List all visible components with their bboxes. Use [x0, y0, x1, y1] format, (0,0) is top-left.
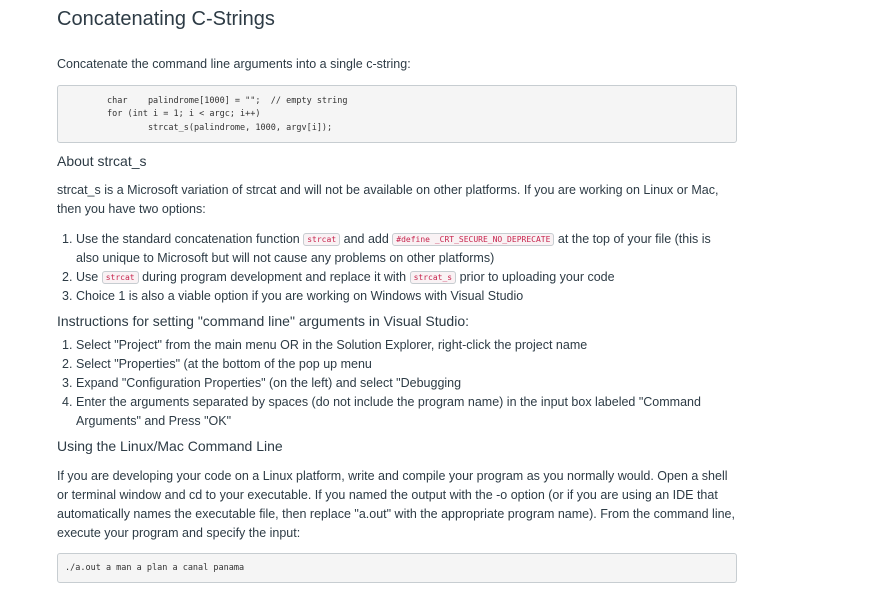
- linux-paragraph: If you are developing your code on a Linux platform, write and compile your program as you normally would. Open a shell or terminal window and cd to your executable. If you named the output with the -o option (or if you are using an IDE that automatically names the executable file, then replace "a.out" with the appropriate program name). From the command line, execute your program and specify the input:: [57, 469, 735, 540]
- list-item: 4. Enter the arguments separated by spaces (do not include the program name) in the input box labeled "Command Arguments" and Press "OK": [62, 395, 701, 428]
- code-block-run: [57, 553, 737, 583]
- list-item: 3. Choice 1 is also a viable option if you are working on Windows with Visual Studio: [62, 289, 524, 303]
- code-line: char palindrome[1000] = ""; // empty string: [107, 96, 348, 106]
- intro-text: Concatenate the command line arguments into a single c-string:: [57, 57, 411, 71]
- linux-heading: Using the Linux/Mac Command Line: [57, 438, 283, 454]
- code-line: ./a.out a man a plan a canal panama: [65, 563, 245, 573]
- list-item: 1. Select "Project" from the main menu OR in the Solution Explorer, right-click the project name: [62, 338, 588, 352]
- inline-code: strcat_s: [410, 271, 457, 284]
- about-options-list: [57, 230, 737, 306]
- about-heading: About strcat_s: [57, 153, 147, 169]
- inline-code: strcat: [303, 233, 340, 246]
- vs-heading: Instructions for setting "command line" arguments in Visual Studio:: [57, 313, 469, 329]
- inline-code: strcat: [102, 271, 139, 284]
- inline-code: #define _CRT_SECURE_NO_DEPRECATE: [392, 233, 554, 246]
- list-item: 1. Use the standard concatenation function strcat and add #define _CRT_SECURE_NO_DEPRECATE at the top of your file (this is also unique to Microsoft but will not cause any problems on other platforms): [62, 232, 711, 265]
- vs-steps-list: [57, 336, 737, 431]
- list-item: 2. Select "Properties" (at the bottom of the pop up menu: [62, 357, 372, 371]
- list-item: 2. Use strcat during program development and replace it with strcat_s prior to uploading your code: [62, 270, 615, 284]
- page-title: Concatenating C-Strings: [57, 8, 275, 30]
- code-line: strcat_s(palindrome, 1000, argv[i]);: [107, 123, 333, 133]
- list-item: 3. Expand "Configuration Properties" (on the left) and select "Debugging: [62, 376, 462, 390]
- code-line: for (int i = 1; i < argc; i++): [107, 109, 261, 119]
- code-block-strcat: [57, 85, 737, 143]
- about-paragraph: strcat_s is a Microsoft variation of strcat and will not be available on other platforms. If you are working on Linux or Mac, then you have two options:: [57, 183, 719, 216]
